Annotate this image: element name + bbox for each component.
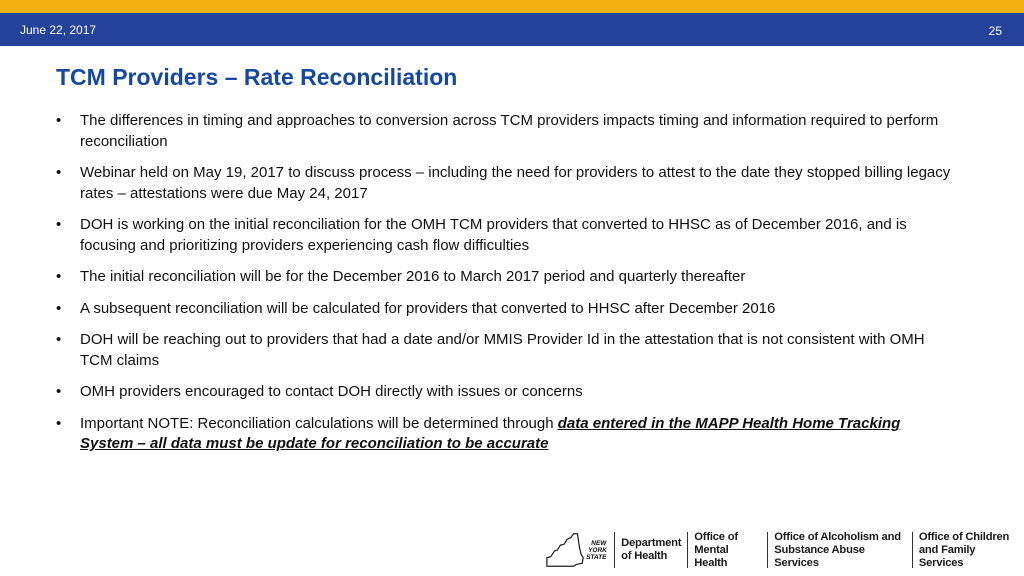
slide-title: TCM Providers – Rate Reconciliation (56, 64, 458, 90)
bullet-item (56, 382, 956, 403)
bullet-marker: • (56, 414, 62, 432)
bullet-text: Webinar held on May 19, 2017 to discuss process – including the need for providers to attest to the date they stopped billing legacy rates – attestations were due May 24, 2017 (80, 164, 951, 202)
agency-name-line: Office of Children (918, 530, 1010, 543)
agency-name-line: and Family Services (918, 543, 976, 569)
bullet-text: A subsequent reconciliation will be calculated for providers that converted to HHSC after December 2016 (80, 299, 776, 317)
bullet-item (56, 163, 956, 204)
agency-name-line: of Health (621, 550, 668, 562)
bullet-list (56, 111, 956, 466)
agency-ocfs (912, 532, 1024, 568)
agency-logos (545, 530, 1024, 570)
bullet-marker: • (56, 164, 62, 181)
top-accent-stripe (0, 0, 1024, 13)
bullet-marker: • (56, 216, 62, 233)
bullet-item (56, 111, 956, 152)
bullet-marker: • (56, 383, 62, 400)
header-bar (0, 13, 1024, 46)
agency-oasas (767, 532, 912, 568)
ny-state-map-icon (545, 531, 585, 569)
agency-department-of-health (614, 532, 687, 568)
slide-date: June 22, 2017 (20, 23, 97, 37)
bullet-marker: • (56, 331, 62, 348)
agency-name-line: Department (621, 537, 682, 549)
bullet-marker: • (56, 268, 62, 285)
ny-wordmark-line: STATE (585, 553, 608, 561)
bullet-text: The initial reconciliation will be for the December 2016 to March 2017 period and quarterly thereafter (80, 268, 746, 285)
note-emphasis: data entered in the MAPP Health Home Tracking System – all data must be update for reconciliation to be accurate (80, 414, 901, 452)
page-number: 25 (988, 24, 1002, 38)
bullet-text: OMH providers encouraged to contact DOH directly with issues or concerns (80, 383, 583, 400)
agency-name-line: Office of (694, 530, 738, 543)
agency-name-line: Substance Abuse Services (774, 543, 865, 569)
bullet-item (56, 267, 956, 288)
bullet-item (56, 330, 956, 371)
bullet-item (56, 215, 956, 256)
agency-name-line: Office of Alcoholism and (774, 530, 901, 543)
ny-state-wordmark (585, 540, 610, 561)
bullet-item (56, 299, 956, 320)
agency-name-line: Mental Health (694, 543, 729, 569)
bullet-text: DOH will be reaching out to providers that had a date and/or MMIS Provider Id in the attestation that is not consistent with OMH TCM claims (80, 331, 925, 369)
bullet-marker: • (56, 299, 62, 317)
note-prefix: Important NOTE: Reconciliation calculations will be determined through (80, 414, 558, 432)
bullet-text: The differences in timing and approaches to conversion across TCM providers impacts timing and information required to perform reconciliation (80, 112, 939, 150)
agency-office-of-mental-health (687, 532, 767, 568)
important-note (56, 414, 956, 455)
bullet-text: DOH is working on the initial reconciliation for the OMH TCM providers that converted to HHSC as of December 2016, and is focusing and prioritizing providers experiencing cash flow difficulties (80, 216, 907, 254)
ny-wordmark-line: YORK (587, 546, 608, 554)
bullet-marker: • (56, 112, 62, 129)
ny-wordmark-line: NEW (590, 539, 608, 547)
